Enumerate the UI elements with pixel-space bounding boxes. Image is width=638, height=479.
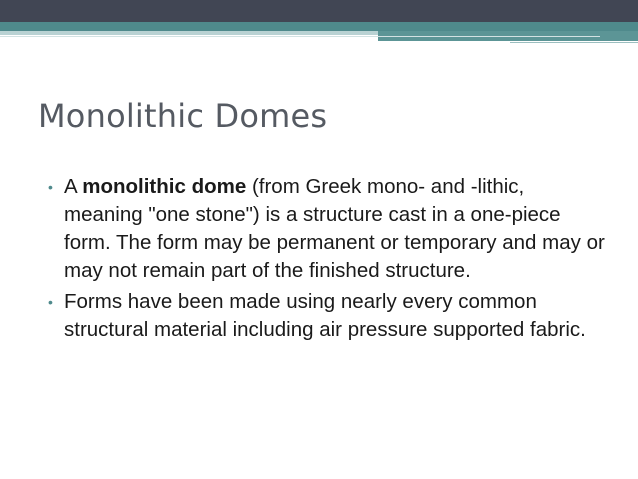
header-band-dark <box>0 0 638 22</box>
header-rule-accent <box>510 42 638 43</box>
bullet-text <box>64 175 605 282</box>
bullet-list <box>48 173 608 347</box>
header-rule <box>0 36 600 37</box>
bullet-item <box>48 173 608 285</box>
bullet-bold-term: monolithic dome <box>82 175 247 198</box>
bullet-dot-icon: • <box>48 294 53 310</box>
header-band-light <box>0 31 378 35</box>
bullet-text: Forms have been made using nearly every common structural material including air pressure supported fabric. <box>64 290 586 341</box>
bullet-lead: A <box>64 175 83 198</box>
bullet-item <box>48 288 608 344</box>
slide-title: Monolithic Domes <box>38 97 328 135</box>
header-band-teal <box>0 22 638 31</box>
bullet-rest: (from Greek mono- and -lithic, meaning "one stone") is a structure cast in a one-piece form. The form may be permanent or temporary and may or may not remain part of the finished structure. <box>64 175 605 282</box>
bullet-dot-icon: • <box>48 179 53 195</box>
